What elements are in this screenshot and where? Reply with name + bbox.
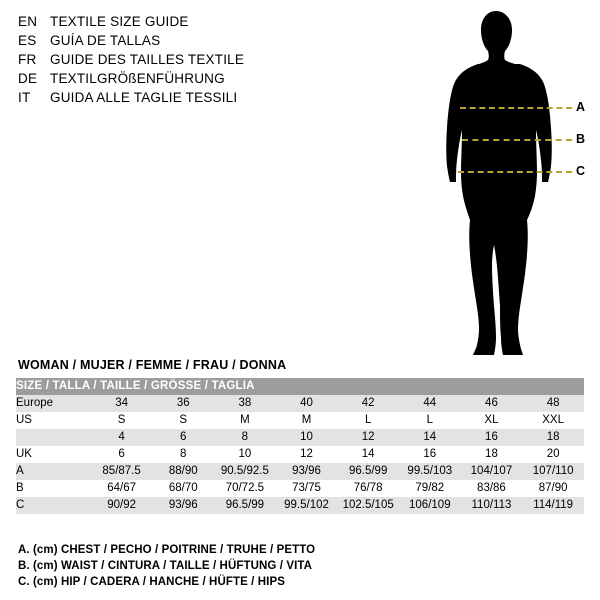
table-row [16,463,584,480]
row-label: C [16,497,91,514]
cell: 96.5/99 [337,463,399,480]
cell: 99.5/102 [276,497,338,514]
cell: 64/67 [91,480,153,497]
cell: S [91,412,153,429]
cell: 38 [214,395,276,412]
cell: 73/75 [276,480,338,497]
language-code: ES [18,33,37,48]
cell: 34 [91,395,153,412]
marker-label-c: C [576,164,586,178]
row-label: A [16,463,91,480]
row-label: Europe [16,395,91,412]
row-label: UK [16,446,91,463]
row-label: B [16,480,91,497]
table-row [16,497,584,514]
cell: 4 [91,429,153,446]
cell: 46 [461,395,523,412]
marker-line-c [458,171,572,173]
cell: 14 [337,446,399,463]
cell: 8 [152,446,214,463]
cell: 79/82 [399,480,461,497]
language-title: GUÍA DE TALLAS [50,33,161,48]
cell: 104/107 [461,463,523,480]
table-row [16,480,584,497]
cell: 6 [152,429,214,446]
section-heading-woman: WOMAN / MUJER / FEMME / FRAU / DONNA [18,358,287,372]
legend-row-a: A. (cm) CHEST / PECHO / POITRINE / TRUHE / PETTO [18,544,316,556]
cell: 83/86 [461,480,523,497]
cell: 90.5/92.5 [214,463,276,480]
language-title: GUIDE DES TAILLES TEXTILE [50,52,245,67]
language-code: FR [18,52,37,67]
marker-line-a [460,107,572,109]
marker-label-a: A [576,100,586,114]
cell: 114/119 [522,497,584,514]
cell: 70/72.5 [214,480,276,497]
cell: 87/90 [522,480,584,497]
cell: S [152,412,214,429]
cell: 107/110 [522,463,584,480]
language-code: DE [18,71,38,86]
cell: 36 [152,395,214,412]
cell: 10 [276,429,338,446]
cell: 102.5/105 [337,497,399,514]
cell: 20 [522,446,584,463]
cell: L [399,412,461,429]
legend-row-c: C. (cm) HIP / CADERA / HANCHE / HÜFTE / HIPS [18,576,286,588]
cell: 6 [91,446,153,463]
cell: 88/90 [152,463,214,480]
language-row [18,14,398,33]
cell: 10 [214,446,276,463]
cell: XL [461,412,523,429]
cell: 85/87.5 [91,463,153,480]
legend-row-b: B. (cm) WAIST / CINTURA / TAILLE / HÜFTUNG / VITA [18,560,313,572]
cell: 106/109 [399,497,461,514]
language-title: TEXTILE SIZE GUIDE [50,14,189,29]
cell: 48 [522,395,584,412]
language-title-list [18,14,398,109]
language-row [18,71,398,90]
language-row [18,90,398,109]
body-silhouette-figure [408,8,594,368]
cell: 16 [399,446,461,463]
language-row [18,33,398,52]
language-code: IT [18,90,31,105]
cell: XXL [522,412,584,429]
marker-line-b [462,139,572,141]
cell: 12 [337,429,399,446]
language-title: GUIDA ALLE TAGLIE TESSILI [50,90,238,105]
marker-label-b: B [576,132,586,146]
cell: 12 [276,446,338,463]
language-title: TEXTILGRÖßENFÜHRUNG [50,71,225,86]
cell: 14 [399,429,461,446]
female-silhouette-icon [408,8,594,368]
language-row [18,52,398,71]
cell: M [276,412,338,429]
measurement-legend [18,542,578,590]
cell: 16 [461,429,523,446]
cell: 76/78 [337,480,399,497]
cell: 110/113 [461,497,523,514]
cell: M [214,412,276,429]
row-label [16,429,91,446]
cell: 42 [337,395,399,412]
table-row [16,395,584,412]
cell: 68/70 [152,480,214,497]
row-label: US [16,412,91,429]
cell: 96.5/99 [214,497,276,514]
cell: 93/96 [152,497,214,514]
size-table [16,378,584,514]
table-header-label: SIZE / TALLA / TAILLE / GRÖSSE / TAGLIA [16,378,584,395]
cell: 18 [522,429,584,446]
cell: 99.5/103 [399,463,461,480]
cell: 44 [399,395,461,412]
cell: 18 [461,446,523,463]
cell: 90/92 [91,497,153,514]
table-header-row [16,378,584,395]
cell: 40 [276,395,338,412]
table-row [16,412,584,429]
cell: 8 [214,429,276,446]
table-row [16,429,584,446]
language-code: EN [18,14,38,29]
table-row [16,446,584,463]
cell: 93/96 [276,463,338,480]
cell: L [337,412,399,429]
